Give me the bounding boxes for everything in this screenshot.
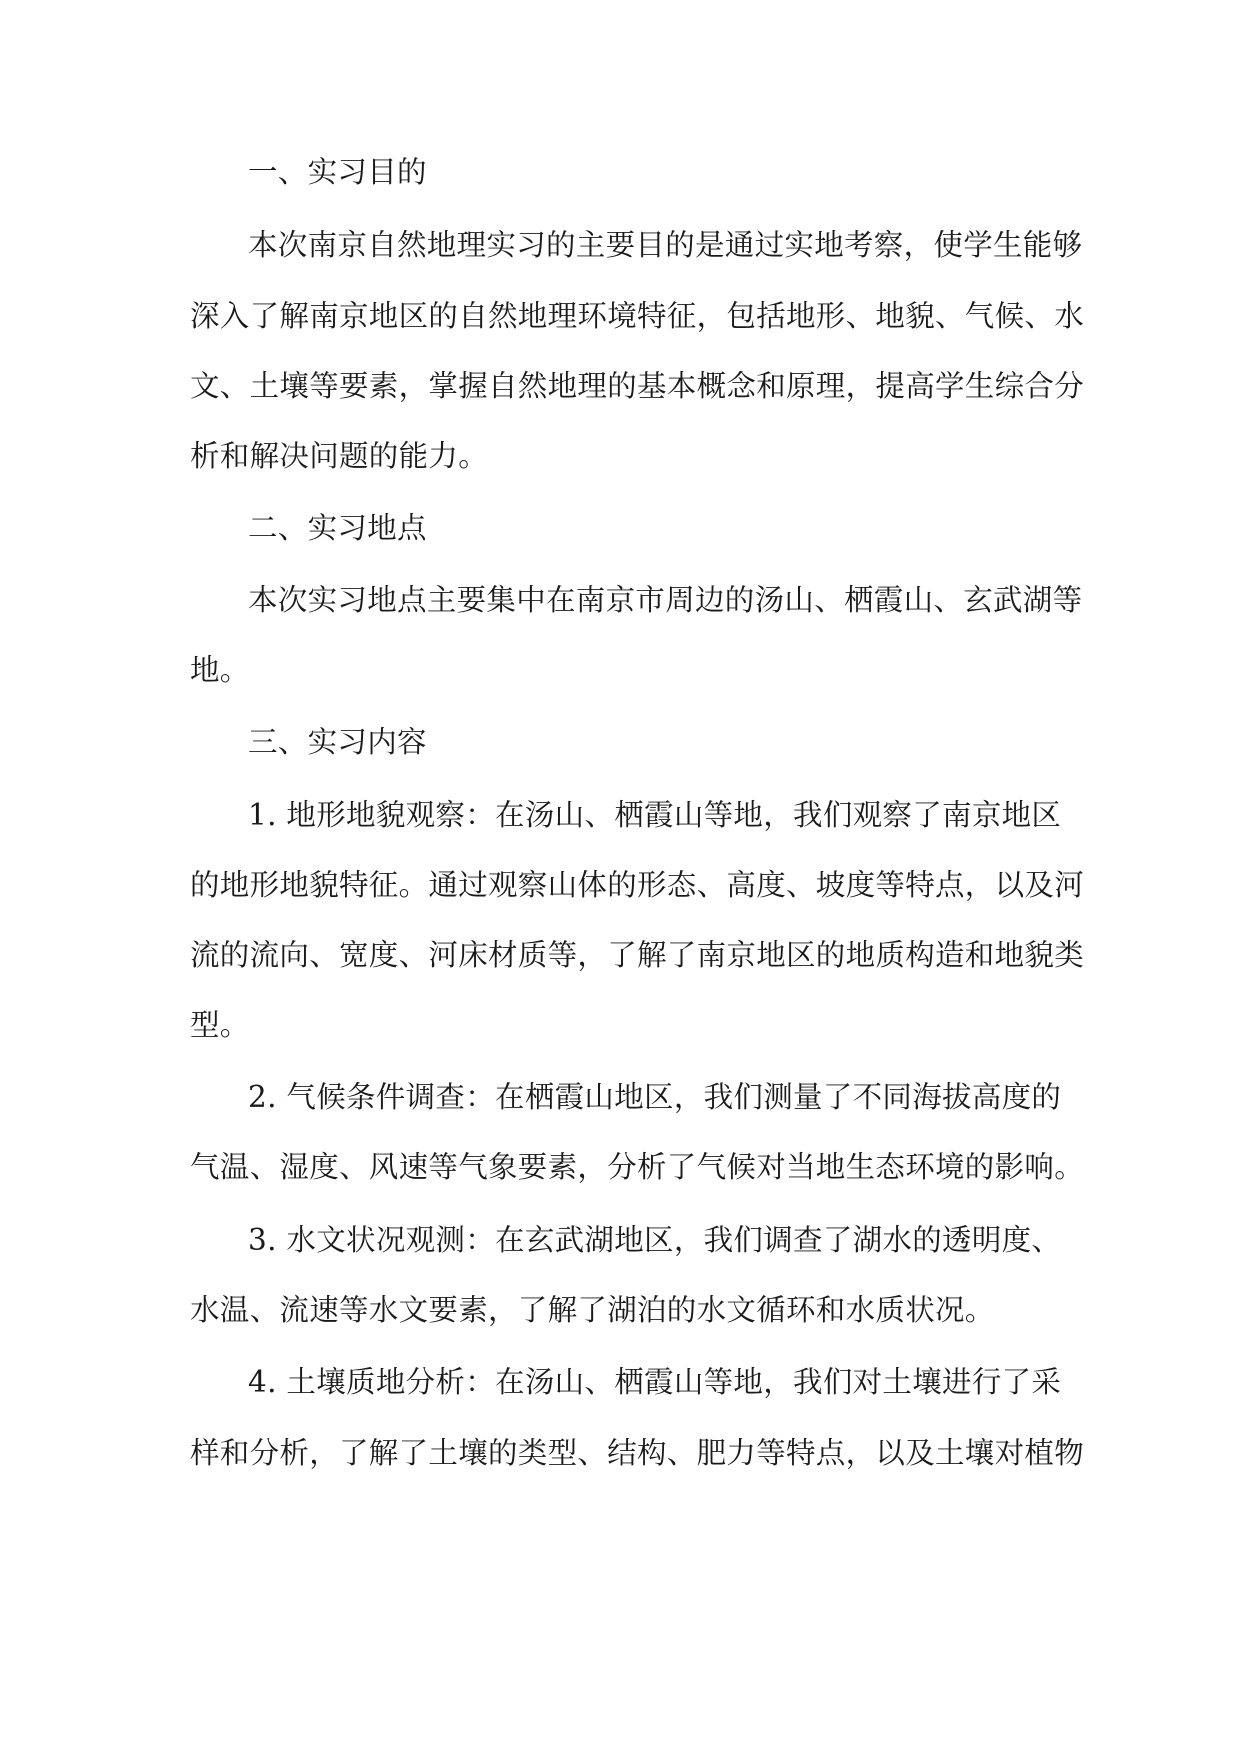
paragraph-line: 文、土壤等要素，掌握自然地理的基本概念和原理，提高学生综合分 bbox=[190, 369, 1085, 403]
list-item-line: 1. 地形地貌观察：在汤山、栖霞山等地，我们观察了南京地区 bbox=[248, 798, 1062, 832]
list-item-line: 气温、湿度、风速等气象要素，分析了气候对当地生态环境的影响。 bbox=[190, 1150, 1085, 1184]
list-item-line: 4. 土壤质地分析：在汤山、栖霞山等地，我们对土壤进行了采 bbox=[248, 1365, 1062, 1399]
list-item-line: 流的流向、宽度、河床材质等，了解了南京地区的地质构造和地貌类 bbox=[190, 938, 1085, 972]
list-item-line: 3. 水文状况观测：在玄武湖地区，我们调查了湖水的透明度、 bbox=[248, 1223, 1062, 1257]
heading-location: 二、实习地点 bbox=[248, 511, 427, 545]
heading-content: 三、实习内容 bbox=[248, 725, 427, 759]
list-item-line: 2. 气候条件调查：在栖霞山地区，我们测量了不同海拔高度的 bbox=[248, 1080, 1062, 1114]
paragraph-line: 本次南京自然地理实习的主要目的是通过实地考察，使学生能够 bbox=[248, 228, 1083, 262]
list-item-line: 水温、流速等水文要素，了解了湖泊的水文循环和水质状况。 bbox=[190, 1293, 995, 1327]
list-item-line: 的地形地貌特征。通过观察山体的形态、高度、坡度等特点，以及河 bbox=[190, 868, 1085, 902]
list-item-line: 样和分析，了解了土壤的类型、结构、肥力等特点，以及土壤对植物 bbox=[190, 1436, 1085, 1470]
paragraph-line: 地。 bbox=[190, 653, 250, 687]
heading-purpose: 一、实习目的 bbox=[248, 155, 427, 189]
paragraph-line: 析和解决问题的能力。 bbox=[190, 439, 489, 473]
list-item-line: 型。 bbox=[190, 1008, 250, 1042]
paragraph-line: 本次实习地点主要集中在南京市周边的汤山、栖霞山、玄武湖等 bbox=[248, 583, 1083, 617]
paragraph-line: 深入了解南京地区的自然地理环境特征，包括地形、地貌、气候、水 bbox=[190, 299, 1085, 333]
